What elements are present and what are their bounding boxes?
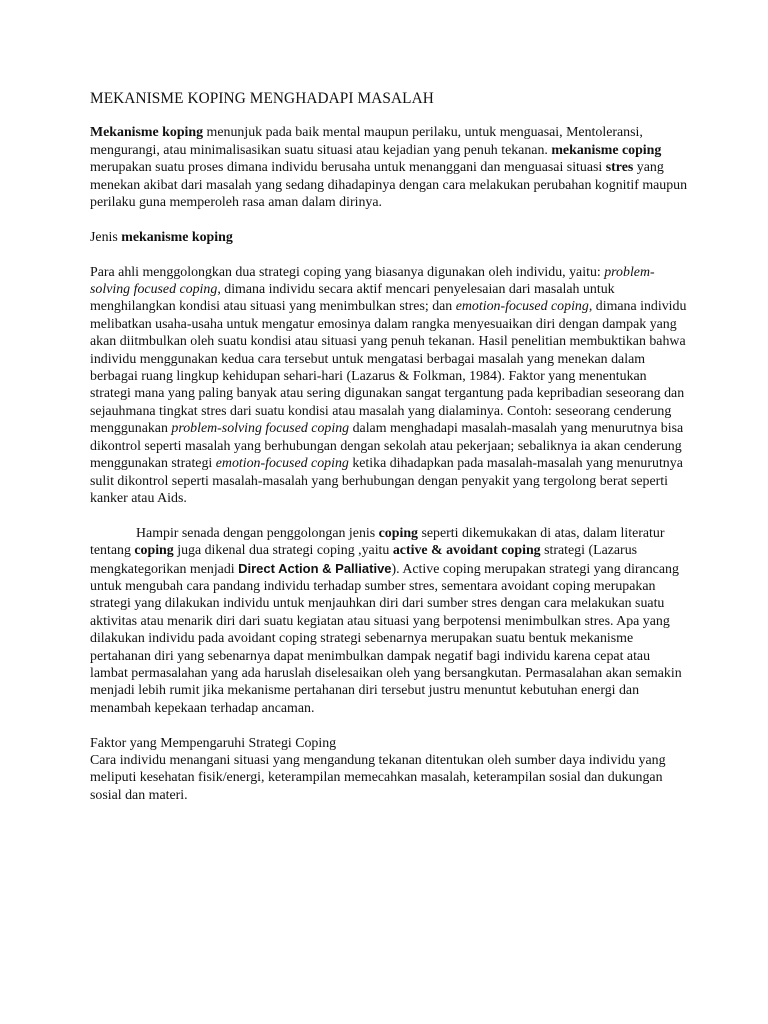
text-span: ). Active coping merupakan strategi yang dirancang untuk mengubah cara pandang individu terhadap sumber stres, sementara avoidant coping merupakan strategi yang dilakukan individu untuk menjauhkan diri dari sumber stres dengan cara melakukan suatu aktivitas atau menarik diri dari suatu kegiatan atau situasi yang berpotensi menimbulkan stres. Apa yang dilakukan individu pada avoidant coping strategi sebenarnya merupakan suatu bentuk mekanisme pertahanan diri yang sebenarnya dapat menimbulkan dampak negatif bagi individu karena cepat atau lambat permasalahan yang ada haruslah diselesaikan oleh yang bersangkutan. Permasalahan akan semakin menjadi lebih rumit jika mekanisme pertahanan diri tersebut justru menuntut kebutuhan energi dan menambah kepekaan terhadap ancaman.	[90, 561, 682, 716]
section-heading-jenis	[90, 229, 690, 246]
paragraph-definition	[90, 124, 690, 211]
text-span: strategi (Lazarus mengkategorikan menjadi	[90, 543, 638, 577]
term-stres: stres	[605, 160, 634, 176]
term-mekanisme-koping: Mekanisme koping	[90, 125, 204, 141]
bold-term: coping	[378, 525, 419, 541]
heading-bold-text: mekanisme koping	[121, 229, 233, 245]
paragraph-factors: Cara individu menangani situasi yang mengandung tekanan ditentukan oleh sumber daya individu yang meliputi kesehatan fisik/energi, keterampilan memecahkan masalah, keterampilan sosial dan dukungan sosial dan materi.	[90, 752, 666, 803]
italic-term: emotion-focused coping	[215, 456, 349, 472]
bold-term: active & avoidant coping	[392, 543, 541, 559]
heading-text: Jenis	[90, 229, 122, 245]
document-title: MEKANISME KOPING MENGHADAPI MASALAH	[90, 90, 434, 107]
italic-term: problem-solving focused coping	[171, 421, 350, 437]
text-span: seperti dikemukakan di atas, dalam literatur tentang	[90, 525, 665, 559]
text-span: , dimana individu melibatkan usaha-usaha untuk mengatur emosinya dalam rangka menyesuaikan diri dengan dampak yang akan diitmbulkan oleh suatu kondisi atau situasi yang penuh tekanan. Hasil penelitian membuktikan bahwa individu menggunakan kedua cara tersebut untuk mengatasi berbagai masalah yang menekan dalam berbagai ruang lingkup kehidupan sehari-hari (Lazarus & Folkman, 1984). Faktor yang menentukan strategi mana yang paling banyak atau sering digunakan sangat tergantung pada kepribadian seseorang dan sejauhmana tingkat stres dari suatu kondisi atau masalah yang dialaminya. Contoh: seseorang cenderung menggunakan	[90, 299, 687, 437]
text-span: ketika dihadapkan pada masalah-masalah yang menurutnya sulit dikontrol seperti masalah-masalah yang berhubungan dengan penyakit yang tergolong berat seperti kanker atau Aids.	[90, 456, 683, 506]
bold-term-sans: Direct Action & Palliative	[238, 560, 392, 576]
document-page	[90, 90, 690, 804]
text-span: dalam menghadapi masalah-masalah yang menurutnya bisa dikontrol seperti masalah yang berhubungan dengan sekolah atau pekerjaan; sebaliknya ia akan cenderung menggunakan strategi	[90, 421, 684, 472]
text-span: juga dikenal dua strategi coping ,yaitu	[173, 543, 393, 559]
term-mekanisme-coping: mekanisme coping	[551, 142, 662, 158]
paragraph-active-avoidant	[90, 525, 690, 717]
text-span: Hampir senada dengan penggolongan jenis	[136, 525, 379, 541]
section-heading-faktor: Faktor yang Mempengaruhi Strategi Coping	[90, 735, 337, 751]
paragraph-strategies	[90, 264, 690, 508]
text-span: menunjuk pada baik mental maupun perilaku, untuk menguasai, Mentoleransi, mengurangi, atau minimalisasikan suatu situasi atau kejadian yang penuh tekanan.	[90, 125, 643, 158]
italic-term: problem-solving focused coping	[90, 264, 655, 298]
text-span: yang menekan akibat dari masalah yang sedang dihadapinya dengan cara melakukan perubahan kognitif maupun perilaku guna memperoleh rasa aman dalam dirinya.	[90, 160, 688, 211]
bold-term: coping	[134, 543, 174, 559]
text-span: , dimana individu secara aktif mencari penyelesaian dari masalah untuk menghilangkan kondisi atau situasi yang menimbulkan stres; dan	[90, 282, 615, 315]
text-span: Para ahli menggolongkan dua strategi coping yang biasanya digunakan oleh individu, yaitu:	[90, 264, 605, 280]
text-span: merupakan suatu proses dimana individu berusaha untuk menanggani dan menguasai situasi	[90, 160, 606, 176]
italic-term: emotion-focused coping	[455, 299, 589, 315]
